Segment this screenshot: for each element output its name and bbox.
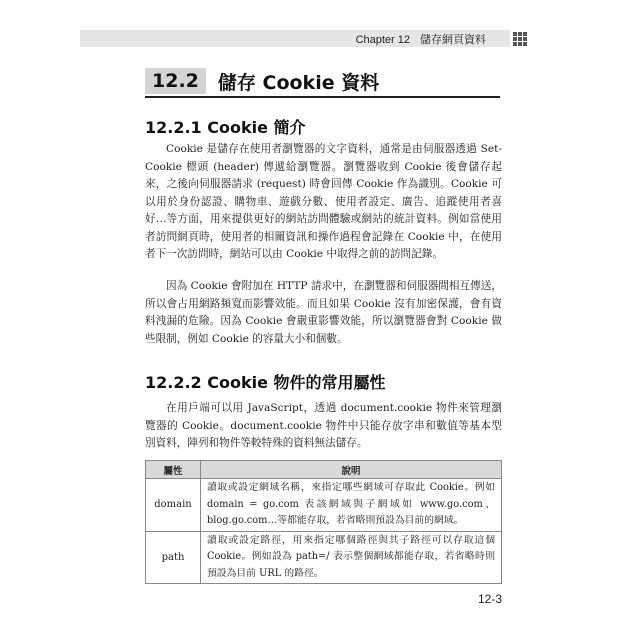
table-row <box>146 479 502 532</box>
subsection-heading-1: 12.2.1 Cookie 簡介 <box>145 118 306 137</box>
paragraph-cookie-intro: Cookie 是儲存在使用者瀏覽器的文字資料，通常是由伺服器透過 Set-Cookie 標頭 (header) 傳遞給瀏覽器。瀏覽器收到 Cookie 後會儲存起來，之後向伺服器請求 (request) 時會回傳 Cookie 作為識別。Cookie 可以用於身份認證、購物車、遊戲分數、使用者設定、廣告、追蹤使用者喜好…等方面，用來提供更好的網站訪問體驗或網站的統計資料。例如當使用者訪問網頁時，使用者的相關資訊和操作過程會記錄在 Cookie 中，在使用者下一次訪問時，網站可以由 Cookie 中取得之前的訪問記錄。 <box>145 143 502 260</box>
paragraph-cookie-performance: 因為 Cookie 會附加在 HTTP 請求中，在瀏覽器和伺服器間相互傳送，所以會占用網路頻寬而影響效能。而且如果 Cookie 沒有加密保護，會有資料洩漏的危險。因為 Cookie 會嚴重影響效能，所以瀏覽器會對 Cookie 做些限制，例如 Cookie 的容量大小和個數。 <box>145 280 502 345</box>
table-header-row <box>146 461 502 479</box>
section-title: 儲存 Cookie 資料 <box>217 71 380 94</box>
subsection-heading-2: 12.2.2 Cookie 物件的常用屬性 <box>145 373 386 392</box>
section-number: 12.2 <box>145 68 206 94</box>
page-number: 12-3 <box>478 592 503 606</box>
attribute-table <box>145 460 502 584</box>
column-header-description: 說明 <box>201 461 502 479</box>
table-cell-attribute: path <box>146 531 201 584</box>
grid-icon <box>513 32 527 46</box>
section-heading <box>145 68 379 94</box>
table-cell-attribute: domain <box>146 479 201 532</box>
running-header <box>80 30 510 47</box>
column-header-attribute: 屬性 <box>146 461 201 479</box>
chapter-label: Chapter 12 <box>355 34 410 46</box>
table-cell-description: 讀取或設定路徑，用來指定哪個路徑與其子路徑可以存取這個 Cookie。例如設為 path=/ 表示整個網域都能存取，若省略時則預設為目前 URL 的路徑。 <box>201 531 502 584</box>
chapter-title: 儲存網頁資料 <box>420 34 486 46</box>
header-text <box>356 31 486 47</box>
section-rule <box>145 96 500 98</box>
table-cell-description: 讀取或設定網域名稱，來指定哪些網域可存取此 Cookie。例如 domain = go.com 表該網域與子網域如 www.go.com、blog.go.com…等都能存取，若省略則預設為目前的網域。 <box>201 479 502 532</box>
paragraph-document-cookie: 在用戶端可以用 JavaScript，透過 document.cookie 物件來管理瀏覽器的 Cookie。document.cookie 物件中只能存放字串和數值等基本型別資料，陣列和物件等較特殊的資料無法儲存。 <box>145 402 502 449</box>
table-row <box>146 531 502 584</box>
